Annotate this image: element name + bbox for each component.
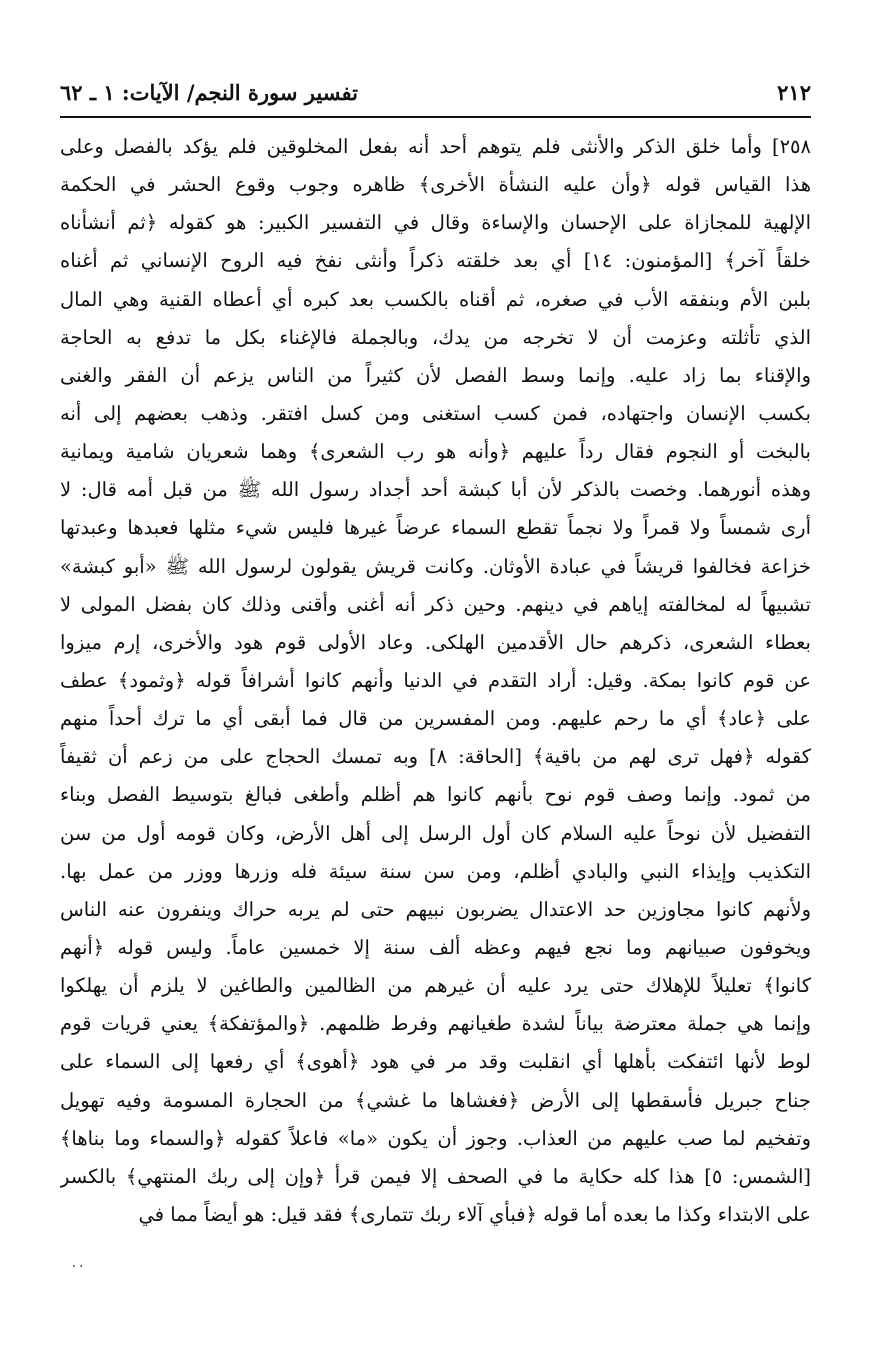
text-line: والإقناء بما زاد عليه. وإنما وسط الفصل لأن كثيراً من الناس يزعم أن الفقر والغنى [60,363,811,387]
text-line: ولأنهم كانوا مجاوزين حد الاعتدال يضربون نبيهم حتى لم يربه حراك وينفرون عنه الناس [60,897,811,921]
page-header [60,78,811,106]
text-line: تشبيهاً له لمخالفته إياهم في دينهم. وحين ذكر أنه أغنى وأقنى وذلك كان بفضل المولى لا [60,592,811,616]
text-line: كانوا﴾ تعليلاً للإهلاك حتى يرد عليه أن غيرهم من الظالمين والطاغين لا يلزم أن يهلكوا [60,974,811,998]
text-line: جناح جبريل فأسقطها إلى الأرض ﴿فغشاها ما غشي﴾ من الحجارة المسومة وفيه تهويل [60,1088,811,1112]
text-line: على الابتداء وكذا ما بعده أما قوله ﴿فبأي آلاء ربك تتمارى﴾ فقد قيل: هو أيضاً مما في [138,1202,811,1226]
text-line: خلقاً آخر﴾ [المؤمنون: ١٤] أي بعد خلقته ذكراً وأنثى نفخ فيه الروح الإنساني ثم أغناه [60,249,811,273]
text-line: [الشمس: ٥] هذا كله حكاية ما في الصحف إلا فيمن قرأ ﴿وإن إلى ربك المنتهي﴾ بالكسر [60,1164,811,1188]
text-line: لوط لأنها ائتفكت بأهلها أي انقلبت وقد مر في هود ﴿أهوى﴾ أي رفعها إلى السماء على [60,1050,811,1074]
text-line: ويخوفون صبيانهم وما نجع فيهم وعظه ألف سنة إلا خمسين عاماً. وليس قوله ﴿أنهم [60,935,811,959]
text-line: هذا القياس قوله ﴿وأن عليه النشأة الأخرى﴾ ظاهره وجوب وقوع الحشر في الحكمة [60,173,811,197]
text-line: وتفخيم لما صب عليهم من العذاب. وجوز أن يكون «ما» فاعلاً كقوله ﴿والسماء وما بناها﴾ [60,1126,811,1150]
text-line: الذي تأثلته وعزمت أن لا تخرجه من يدك، وبالجملة فالإغناء بكل ما تدفع به الحاجة [60,325,811,349]
footer-mark: ٠٠ [70,1258,86,1274]
text-line: التفضيل لأن نوحاً عليه السلام كان أول الرسل إلى أهل الأرض، وكان قومه أول من سن [60,821,811,845]
text-line: على ﴿عاد﴾ أي ما رحم عليهم. ومن المفسرين من قال فما أبقى أي ما ترك أحداً منهم [60,707,811,731]
text-line: ٢٥٨] وأما خلق الذكر والأنثى فلم يتوهم أحد أنه بفعل المخلوقين فلم يؤكد بالفصل وعلى [60,135,811,158]
text-line: خزاعة فخالفوا قريشاً في عبادة الأوثان. وكانت قريش يقولون لرسول الله ﷺ «أبو كبشة» [60,554,811,578]
text-line: بعطاء الشعرى، ذكرهم حال الأقدمين الهلكى. وعاد الأولى قوم هود والأخرى، إرم ميزوا [60,630,811,654]
text-line: بلبن الأم وبنفقه الأب في صغره، ثم أقناه بالكسب بعد كبره أي أعطاه القنية وهي المال [60,287,811,311]
text-line: الإلهية للمجازاة على الإحسان والإساءة وقال في التفسير الكبير: هو كقوله ﴿ثم أنشأناه [60,211,811,235]
body-text [60,128,811,1234]
text-line: بكسب الإنسان واجتهاده، فمن كسب استغنى ومن كسل افتقر. وذهب بعضهم إلى أنه [60,401,811,425]
text-line: من ثمود. وإنما وصف قوم نوح بأنهم كانوا هم أظلم وأطغى فبالغ بتوسيط الفصل وبناء [60,783,811,807]
header-rule [60,116,811,118]
text-line: كقوله ﴿فهل ترى لهم من باقية﴾ [الحاقة: ٨] وبه تمسك الحجاج على من زعم أن ثقيفاً [60,745,811,769]
text-line: بالبخت أو النجوم فقال رداً عليهم ﴿وأنه هو رب الشعرى﴾ وهما شعريان شامية ويمانية [60,440,811,464]
text-line: التكذيب وإيذاء النبي والبادي أظلم، ومن سن سنة سيئة فله وزرها ووزر من عمل بها. [60,859,811,883]
text-line: وهذه أنورهما. وخصت بالذكر لأن أبا كبشة أحد أجداد رسول الله ﷺ من قبل أمه قال: لا [60,478,811,502]
running-title: تفسير سورة النجم/ الآيات: ١ ـ ٦٢ [60,79,358,105]
page-number: ٢١٢ [777,79,811,105]
text-line: أرى شمساً ولا قمراً ولا نجماً تقطع السماء عرضاً غيرها فليس شيء مثلها فعبدها وعبدتها [60,516,811,540]
text-line: عن قوم كانوا بمكة. وقيل: أراد التقدم في الدنيا وأنهم كانوا أشرافاً قوله ﴿وثمود﴾ عطف [60,668,811,692]
text-line: وإنما هي جملة معترضة بياناً لشدة طغيانهم وفرط ظلمهم. ﴿والمؤتفكة﴾ يعني قريات قوم [60,1012,811,1036]
